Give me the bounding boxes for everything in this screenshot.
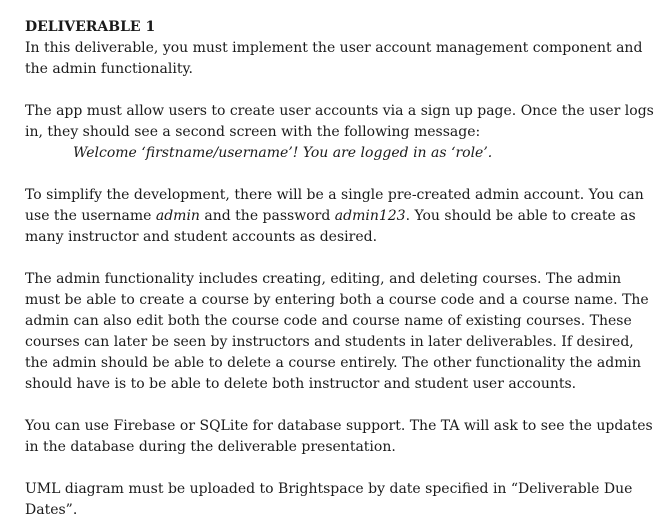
- admin-account-text-3: . You should be able to create as many instructor and student accounts as desired.: [25, 208, 636, 245]
- signup-text: The app must allow users to create user accounts via a sign up page. Once the user logs in, they should see a second screen with the following message:: [25, 103, 654, 140]
- uml-paragraph: UML diagram must be uploaded to Brightspace by date specified in “Deliverable Due Dates”.: [25, 481, 633, 518]
- signup-paragraph: [25, 101, 655, 164]
- admin-functionality-paragraph: The admin functionality includes creating, editing, and deleting courses. The admin must be able to create a course by entering both a course code and a course name. The admin can also edit both the course code and course name of existing courses. These courses can later be seen by instructors and students in later deliverables. If desired, the admin should be able to delete a course entirely. The other functionality the admin should have is to be able to delete both instructor and student user accounts.: [25, 271, 649, 392]
- admin-username: admin: [155, 208, 200, 224]
- admin-account-paragraph: [25, 185, 655, 248]
- admin-account-text-1: To simplify the development, there will be a single pre-created admin account. You can use the username: [25, 187, 644, 224]
- intro-paragraph: In this deliverable, you must implement the user account management component and the admin functionality.: [25, 40, 643, 77]
- welcome-message-quote: Welcome ‘firstname/username’! You are logged in as ‘role’.: [73, 145, 493, 161]
- section-heading: DELIVERABLE 1: [25, 19, 156, 35]
- database-paragraph: You can use Firebase or SQLite for database support. The TA will ask to see the updates in the database during the deliverable presentation.: [25, 418, 653, 455]
- admin-account-text-2: and the password: [199, 208, 335, 224]
- admin-password: admin123: [334, 208, 406, 224]
- document-body: [25, 17, 655, 521]
